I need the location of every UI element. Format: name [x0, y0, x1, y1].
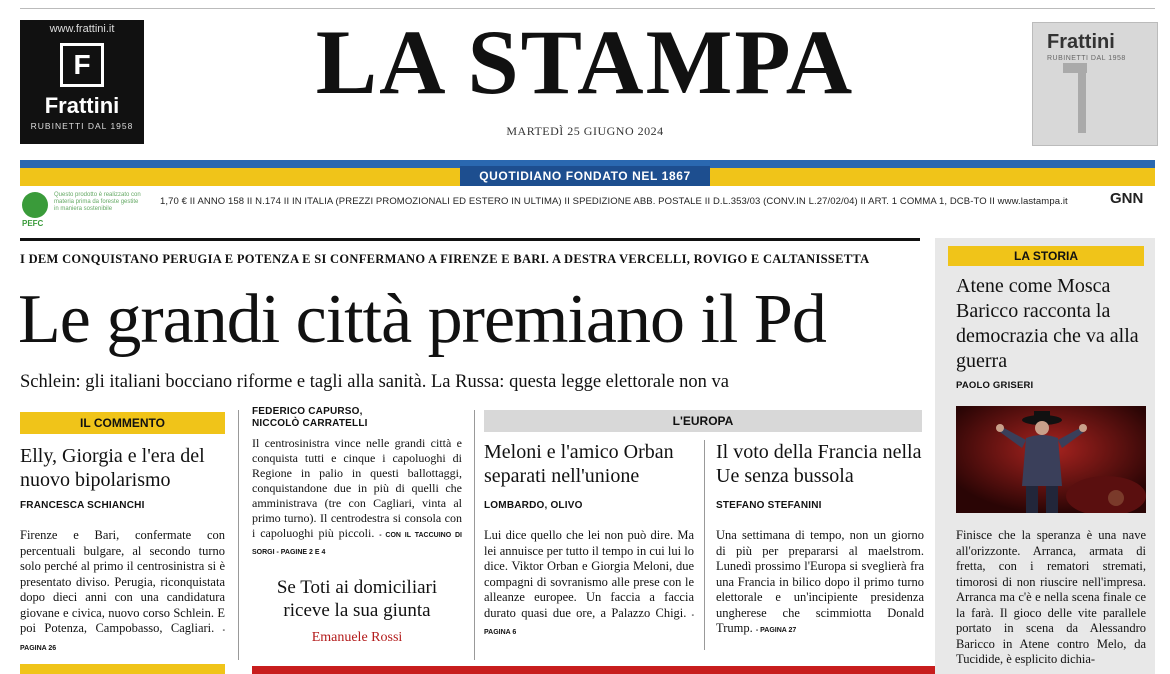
- francia-body: [716, 528, 924, 639]
- francia-headline[interactable]: Il voto della Francia nella Ue senza bussola: [716, 441, 922, 487]
- ad-tagline: RUBINETTI DAL 1958: [30, 121, 134, 131]
- meloni-orban-byline: LOMBARDO, OLIVO: [484, 500, 583, 511]
- storia-byline: PAOLO GRISERI: [956, 380, 1034, 391]
- storia-label: LA STORIA: [948, 246, 1144, 266]
- francia-page-ref[interactable]: - PAGINA 27: [755, 627, 797, 634]
- bottom-red-box: [252, 666, 937, 674]
- pefc-tree-icon: [22, 192, 48, 218]
- commento-page-ref[interactable]: - PAGINA 26: [20, 627, 226, 652]
- top-story-kicker: I DEM CONQUISTANO PERUGIA E POTENZA E SI CONFERMANO A FIRENZE E BARI. A DESTRA VERCELLI, ROVIGO E CALTANISSETTA: [20, 252, 870, 266]
- ad-url: www.frattini.it: [49, 23, 115, 35]
- francia-text: Una settimana di tempo, non un giorno di più per prepararsi al maelstrom. Lunedì prossimo l'Europa si sveglierà fra una Francia in bilico dopo il primo turno elettorale e un'incipiente presidenza ungherese che scimmiotta Donald Trump.: [716, 528, 924, 635]
- commento-byline: FRANCESCA SCHIANCHI: [20, 500, 145, 511]
- column2-author-1: FEDERICO CAPURSO,: [252, 406, 363, 417]
- commento-body: [20, 528, 225, 656]
- column2-text: Il centrosinistra vince nelle grandi città e conquista tutti e cinque i capoluoghi di Regione in palio in questi ballottaggi, conquistandone due in più di quelli che amministrava (tre con Cagliari, vinta al primo turno). Il centrodestra si consola con i capoluoghi più piccoli.: [252, 436, 462, 540]
- founded-banner: QUOTIDIANO FONDATO NEL 1867: [460, 166, 710, 186]
- ad-tagline-right: RUBINETTI DAL 1958: [1047, 55, 1126, 62]
- section-rule: [20, 238, 920, 241]
- advertisement-left[interactable]: [20, 20, 144, 144]
- francia-byline: STEFANO STEFANINI: [716, 500, 822, 511]
- pefc-text: Questo prodotto è realizzato con materia prima da foreste gestite in maniera sostenibile: [54, 192, 141, 212]
- meloni-orban-text: Lui dice quello che lei non può dire. Ma lei annuisce per tutto il tempo in cui lui lo dice. Viktor Orban e Giorgia Meloni, due compagni di sovranismo alle prese con le alleanze europee. Un faccia a faccia durato quasi due ore, a Palazzo Chigi.: [484, 528, 694, 620]
- ad-brand-right: Frattini: [1047, 31, 1115, 53]
- column2-page-ref[interactable]: - CON IL TACCUINO DI SORGI - PAGINE 2 E 4: [252, 532, 462, 556]
- column2-author-2: NICCOLÒ CARRATELLI: [252, 418, 368, 429]
- top-story-headline[interactable]: Le grandi città premiano il Pd: [18, 281, 826, 358]
- toti-headline[interactable]: Se Toti ai domiciliari riceve la sua giunta: [276, 577, 438, 621]
- commento-headline[interactable]: Elly, Giorgia e l'era del nuovo bipolarismo: [20, 445, 205, 491]
- performer-image-icon: [956, 406, 1146, 513]
- advertisement-right[interactable]: [1032, 22, 1158, 146]
- pefc-label: PEFC: [22, 219, 44, 228]
- toti-author: Emanuele Rossi: [311, 630, 403, 645]
- masthead[interactable]: LA STAMPA: [315, 11, 855, 113]
- storia-headline[interactable]: Atene come Mosca Baricco racconta la democrazia che va alla guerra: [956, 275, 1139, 372]
- faucet-stem-icon: [1078, 63, 1086, 133]
- column2-byline: [252, 406, 368, 430]
- meloni-orban-body: [484, 528, 694, 641]
- column-divider: [238, 410, 239, 660]
- top-story-subhead: Schlein: gli italiani bocciano riforme e tagli alla sanità. La Russa: questa legge elettorale non va: [20, 372, 729, 392]
- bottom-yellow-box: [20, 664, 225, 674]
- price-info-line: 1,70 € II ANNO 158 II N.174 II IN ITALIA (PREZZI PROMOZIONALI ED ESTERO IN ULTIMA) II SPEDIZIONE ABB. POSTALE II D.L.353/03 (CONV.IN L.27/02/04) II ART. 1 COMMA 1, DCB-TO II www.lastampa.it: [160, 196, 1068, 207]
- issue-date: MARTEDÌ 25 GIUGNO 2024: [506, 124, 664, 138]
- europa-label: L'EUROPA: [484, 410, 922, 432]
- commento-label: IL COMMENTO: [20, 412, 225, 434]
- column-divider: [704, 440, 705, 650]
- storia-text: Finisce che la speranza è una nave all'orizzonte. Arranca, armata di fretta, con i rematori stremati, timorosi di non riuscire nell'impresa. Arranca ma c'è e nella scena finale ce la farà. Il gioco delle vite parallele portato in scena da Alessandro Baricco in Atene contro Melo, da Tucidide, è esplicito dichia-: [956, 528, 1146, 666]
- column2-body: [252, 436, 462, 560]
- storia-body: [956, 528, 1146, 668]
- gnn-logo-icon: GNN: [1110, 190, 1144, 207]
- pefc-certification: [22, 192, 142, 228]
- meloni-orban-page-ref[interactable]: - PAGINA 6: [484, 611, 695, 636]
- storia-photo[interactable]: [956, 406, 1146, 513]
- meloni-orban-headline[interactable]: Meloni e l'amico Orban separati nell'unione: [484, 441, 674, 487]
- frattini-logo-icon: F: [60, 43, 104, 87]
- column-divider: [474, 410, 475, 660]
- ad-brand: Frattini: [44, 93, 120, 118]
- commento-text: Firenze e Bari, confermate con percentuali bulgare, al secondo turno solo perché al primo il centrosinistra si è presentato diviso. Perugia, riconquistata dopo dieci anni con una candidatura giovane e civica, nuovo corso Schlein. E poi Potenza, Campobasso, Cagliari.: [20, 528, 225, 635]
